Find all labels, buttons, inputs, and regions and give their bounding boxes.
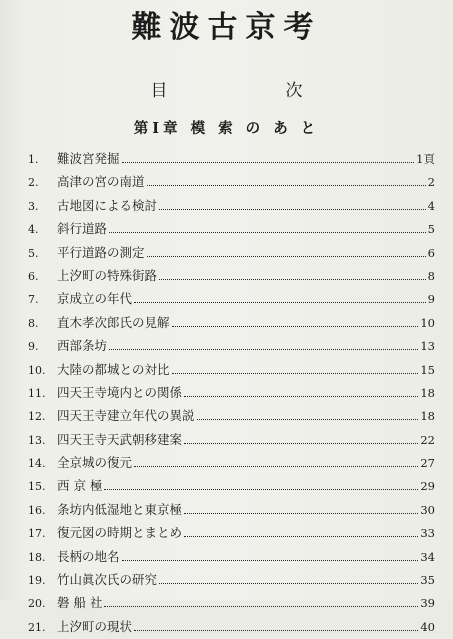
toc-entry [28,358,435,381]
entry-page: 22 [420,432,435,447]
entry-label: 上汐町の特殊街路 [57,267,158,283]
entry-leader-dots [104,478,418,490]
entry-number: 4. [28,223,39,237]
toc-heading-right: 次 [285,81,303,101]
entry-label: 大陸の都城との対比 [57,361,170,377]
entry-number: 2. [28,176,39,190]
entry-number: 9. [28,340,39,354]
entry-label: 竹山眞次氏の研究 [57,572,158,588]
entry-number: 13. [28,433,46,447]
entry-leader-dots [184,432,418,444]
entry-page: 15 [420,362,435,377]
entry-number: 7. [28,293,39,307]
toc-entry [28,404,435,427]
entry-number: 8. [28,316,39,330]
entry-label: 磐 船 社 [57,595,103,611]
toc-entry [28,241,435,264]
entry-number: 1. [28,153,39,166]
entry-number: 6. [28,269,39,283]
toc-entry [28,311,435,334]
entry-leader-dots [159,268,426,280]
entry-number: 20. [28,597,46,611]
entry-label: 西 京 極 [57,478,103,494]
toc-entry [28,615,435,638]
entry-number: 10. [28,363,46,377]
entry-leader-dots [134,455,418,467]
book-title: 難波古京考 [131,10,322,45]
entry-page: 18 [420,385,435,400]
entry-label: 復元図の時期とまとめ [57,525,183,541]
entry-label: 斜行道路 [57,221,108,237]
entry-page: 10 [420,315,435,330]
entry-leader-dots [159,572,418,584]
entry-page: 29 [420,479,435,494]
toc-entry [28,334,435,357]
entry-label: 長柄の地名 [57,548,120,564]
entry-label: 西部条坊 [57,338,108,354]
entry-leader-dots [184,525,418,537]
toc-heading-left: 目 [150,81,168,101]
entry-label: 全京城の復元 [57,455,133,471]
toc-heading [0,76,453,101]
chapter-title: 第Ⅰ章 模 索 の あ と [133,120,320,137]
entry-number: 11. [28,386,46,400]
entry-leader-dots [134,619,418,631]
entry-page: 40 [420,619,435,634]
toc-entry [28,147,435,170]
entry-page: 5 [427,222,435,237]
entry-leader-dots [134,291,426,303]
entry-label: 難波宮発掘 [57,151,120,166]
entry-label: 直木孝次郎氏の見解 [57,314,170,330]
entry-page: 8 [427,268,435,283]
entry-number: 15. [28,480,46,494]
entry-leader-dots [122,549,419,561]
entry-number: 5. [28,246,39,260]
entry-number: 17. [28,527,46,541]
toc-entry [28,217,435,240]
toc-entry [28,287,435,310]
entry-page: 4 [427,198,435,213]
toc-entry [28,474,435,497]
entry-page: 13 [420,339,435,354]
toc-entry [28,264,435,287]
toc-entry [28,545,435,568]
toc-list [28,147,435,638]
entry-label: 条坊内低湿地と東京極 [57,501,183,517]
entry-number: 21. [28,620,46,634]
entry-number: 18. [28,550,46,564]
entry-page: 18 [420,409,435,424]
toc-entry [28,498,435,521]
toc-entry [28,568,435,591]
entry-label: 四天王寺天武朝移建案 [57,431,183,447]
entry-number: 12. [28,410,46,424]
entry-number: 14. [28,457,46,471]
entry-leader-dots [122,151,415,163]
entry-page: 1頁 [416,152,435,166]
entry-leader-dots [109,221,426,233]
toc-entry [28,591,435,614]
entry-label: 高津の宮の南道 [57,174,145,190]
entry-page: 30 [420,502,435,517]
entry-label: 四天王寺建立年代の異説 [57,408,195,424]
entry-leader-dots [172,362,419,374]
entry-page: 6 [427,245,435,260]
entry-number: 19. [28,574,46,588]
entry-page: 34 [420,549,435,564]
entry-label: 四天王寺境内との関係 [57,384,183,400]
toc-entry [28,451,435,474]
entry-leader-dots [147,174,426,186]
toc-entry [28,194,435,217]
entry-label: 古地図による検討 [57,197,158,213]
toc-entry [28,521,435,544]
entry-leader-dots [172,315,419,327]
entry-page: 27 [420,456,435,471]
toc-entry [28,428,435,451]
entry-page: 35 [420,573,435,588]
entry-page: 2 [427,175,435,190]
entry-page: 33 [420,526,435,541]
entry-label: 平行道路の測定 [57,244,145,260]
entry-page: 39 [420,596,435,611]
toc-entry [28,381,435,404]
entry-page: 9 [427,292,435,307]
entry-leader-dots [147,245,426,257]
entry-leader-dots [197,408,419,420]
entry-leader-dots [184,385,418,397]
toc-entry [28,170,435,193]
entry-label: 京成立の年代 [57,291,133,307]
entry-number: 16. [28,503,46,517]
entry-leader-dots [159,198,426,210]
entry-leader-dots [104,595,418,607]
entry-number: 3. [28,199,39,213]
entry-leader-dots [184,502,418,514]
entry-label: 上汐町の現状 [57,618,133,634]
entry-leader-dots [109,338,418,350]
